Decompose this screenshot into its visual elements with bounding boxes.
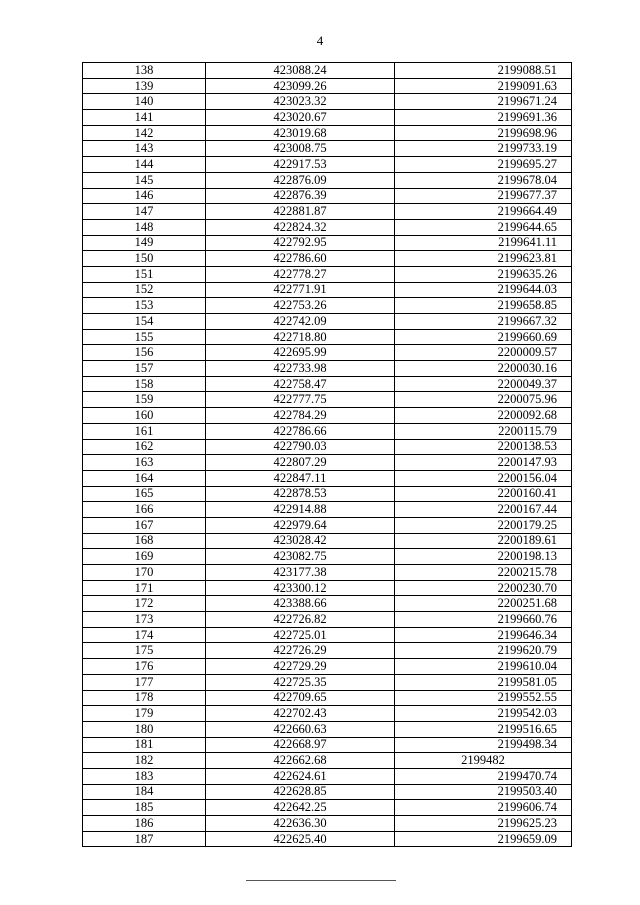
point-number-cell: 157 — [83, 361, 206, 377]
table-row — [83, 706, 572, 722]
table-row — [83, 157, 572, 173]
point-number-cell: 149 — [83, 235, 206, 251]
x-coordinate-cell: 423082.75 — [206, 549, 395, 565]
point-number-cell: 153 — [83, 298, 206, 314]
point-number-cell: 186 — [83, 816, 206, 832]
x-coordinate-cell: 423388.66 — [206, 596, 395, 612]
x-coordinate-cell: 422642.25 — [206, 800, 395, 816]
table-row — [83, 737, 572, 753]
x-coordinate-cell: 422786.60 — [206, 251, 395, 267]
y-coordinate-cell: 2200115.79 — [395, 423, 572, 439]
point-number-cell: 161 — [83, 423, 206, 439]
y-coordinate-cell: 2199667.32 — [395, 314, 572, 330]
point-number-cell: 185 — [83, 800, 206, 816]
x-coordinate-cell: 422777.75 — [206, 392, 395, 408]
point-number-cell: 144 — [83, 157, 206, 173]
y-coordinate-cell: 2200147.93 — [395, 455, 572, 471]
y-coordinate-cell: 2199677.37 — [395, 188, 572, 204]
table-row — [83, 345, 572, 361]
point-number-cell: 184 — [83, 784, 206, 800]
table-row — [83, 361, 572, 377]
point-number-cell: 178 — [83, 690, 206, 706]
table-row — [83, 235, 572, 251]
y-coordinate-cell: 2199482 — [395, 753, 572, 769]
x-coordinate-cell: 422725.01 — [206, 627, 395, 643]
point-number-cell: 146 — [83, 188, 206, 204]
table-row — [83, 298, 572, 314]
y-coordinate-cell: 2200009.57 — [395, 345, 572, 361]
point-number-cell: 150 — [83, 251, 206, 267]
y-coordinate-cell: 2199733.19 — [395, 141, 572, 157]
point-number-cell: 180 — [83, 721, 206, 737]
x-coordinate-cell: 422636.30 — [206, 816, 395, 832]
point-number-cell: 141 — [83, 110, 206, 126]
y-coordinate-cell: 2199658.85 — [395, 298, 572, 314]
y-coordinate-cell: 2200230.70 — [395, 580, 572, 596]
y-coordinate-cell: 2199660.69 — [395, 329, 572, 345]
x-coordinate-cell: 422662.68 — [206, 753, 395, 769]
point-number-cell: 176 — [83, 659, 206, 675]
table-row — [83, 612, 572, 628]
table-row — [83, 63, 572, 79]
x-coordinate-cell: 422624.61 — [206, 768, 395, 784]
point-number-cell: 156 — [83, 345, 206, 361]
point-number-cell: 177 — [83, 674, 206, 690]
x-coordinate-cell: 422758.47 — [206, 376, 395, 392]
x-coordinate-cell: 422771.91 — [206, 282, 395, 298]
x-coordinate-cell: 422668.97 — [206, 737, 395, 753]
point-number-cell: 173 — [83, 612, 206, 628]
table-row — [83, 94, 572, 110]
table-row — [83, 78, 572, 94]
point-number-cell: 143 — [83, 141, 206, 157]
y-coordinate-cell: 2200075.96 — [395, 392, 572, 408]
table-row — [83, 219, 572, 235]
table-row — [83, 627, 572, 643]
x-coordinate-cell: 422695.99 — [206, 345, 395, 361]
y-coordinate-cell: 2199091.63 — [395, 78, 572, 94]
x-coordinate-cell: 422753.26 — [206, 298, 395, 314]
x-coordinate-cell: 423008.75 — [206, 141, 395, 157]
x-coordinate-cell: 422790.03 — [206, 439, 395, 455]
table-row — [83, 110, 572, 126]
point-number-cell: 147 — [83, 204, 206, 220]
y-coordinate-cell: 2200049.37 — [395, 376, 572, 392]
y-coordinate-cell: 2200198.13 — [395, 549, 572, 565]
table-row — [83, 690, 572, 706]
table-row — [83, 376, 572, 392]
y-coordinate-cell: 2199695.27 — [395, 157, 572, 173]
y-coordinate-cell: 2199581.05 — [395, 674, 572, 690]
y-coordinate-cell: 2199664.49 — [395, 204, 572, 220]
x-coordinate-cell: 422847.11 — [206, 470, 395, 486]
table-row — [83, 392, 572, 408]
table-row — [83, 423, 572, 439]
point-number-cell: 182 — [83, 753, 206, 769]
y-coordinate-cell: 2200030.16 — [395, 361, 572, 377]
y-coordinate-cell: 2199610.04 — [395, 659, 572, 675]
point-number-cell: 168 — [83, 533, 206, 549]
point-number-cell: 162 — [83, 439, 206, 455]
table-row — [83, 141, 572, 157]
table-row — [83, 502, 572, 518]
y-coordinate-cell: 2200156.04 — [395, 470, 572, 486]
table-row — [83, 486, 572, 502]
point-number-cell: 164 — [83, 470, 206, 486]
y-coordinate-cell: 2199516.65 — [395, 721, 572, 737]
y-coordinate-cell: 2200167.44 — [395, 502, 572, 518]
table-row — [83, 565, 572, 581]
x-coordinate-cell: 422917.53 — [206, 157, 395, 173]
x-coordinate-cell: 422726.82 — [206, 612, 395, 628]
x-coordinate-cell: 422792.95 — [206, 235, 395, 251]
table-row — [83, 314, 572, 330]
y-coordinate-cell: 2199641.11 — [395, 235, 572, 251]
point-number-cell: 183 — [83, 768, 206, 784]
table-row — [83, 753, 572, 769]
x-coordinate-cell: 422709.65 — [206, 690, 395, 706]
table-row — [83, 643, 572, 659]
table-row — [83, 721, 572, 737]
table-row — [83, 329, 572, 345]
y-coordinate-cell: 2199635.26 — [395, 266, 572, 282]
point-number-cell: 139 — [83, 78, 206, 94]
x-coordinate-cell: 422824.32 — [206, 219, 395, 235]
table-row — [83, 768, 572, 784]
table-row — [83, 800, 572, 816]
table-row — [83, 674, 572, 690]
x-coordinate-cell: 422625.40 — [206, 831, 395, 847]
y-coordinate-cell: 2199606.74 — [395, 800, 572, 816]
point-number-cell: 170 — [83, 565, 206, 581]
x-coordinate-cell: 422807.29 — [206, 455, 395, 471]
point-number-cell: 169 — [83, 549, 206, 565]
point-number-cell: 155 — [83, 329, 206, 345]
y-coordinate-cell: 2199644.03 — [395, 282, 572, 298]
y-coordinate-cell: 2199646.34 — [395, 627, 572, 643]
y-coordinate-cell: 2200138.53 — [395, 439, 572, 455]
point-number-cell: 158 — [83, 376, 206, 392]
x-coordinate-cell: 423099.26 — [206, 78, 395, 94]
x-coordinate-cell: 422914.88 — [206, 502, 395, 518]
table-row — [83, 831, 572, 847]
table-row — [83, 549, 572, 565]
y-coordinate-cell: 2200092.68 — [395, 408, 572, 424]
table-row — [83, 533, 572, 549]
x-coordinate-cell: 423300.12 — [206, 580, 395, 596]
point-number-cell: 151 — [83, 266, 206, 282]
y-coordinate-cell: 2200160.41 — [395, 486, 572, 502]
y-coordinate-cell: 2199498.34 — [395, 737, 572, 753]
x-coordinate-cell: 423020.67 — [206, 110, 395, 126]
table-row — [83, 816, 572, 832]
table-row — [83, 455, 572, 471]
x-coordinate-cell: 422628.85 — [206, 784, 395, 800]
y-coordinate-cell: 2199503.40 — [395, 784, 572, 800]
point-number-cell: 165 — [83, 486, 206, 502]
point-number-cell: 142 — [83, 125, 206, 141]
y-coordinate-cell: 2199625.23 — [395, 816, 572, 832]
x-coordinate-cell: 422729.29 — [206, 659, 395, 675]
y-coordinate-cell: 2200251.68 — [395, 596, 572, 612]
y-coordinate-cell: 2199623.81 — [395, 251, 572, 267]
point-number-cell: 172 — [83, 596, 206, 612]
x-coordinate-cell: 422702.43 — [206, 706, 395, 722]
table-row — [83, 659, 572, 675]
y-coordinate-cell: 2200215.78 — [395, 565, 572, 581]
point-number-cell: 148 — [83, 219, 206, 235]
footer-rule — [246, 880, 396, 881]
x-coordinate-cell: 423028.42 — [206, 533, 395, 549]
point-number-cell: 159 — [83, 392, 206, 408]
point-number-cell: 152 — [83, 282, 206, 298]
x-coordinate-cell: 422660.63 — [206, 721, 395, 737]
table-row — [83, 204, 572, 220]
point-number-cell: 187 — [83, 831, 206, 847]
x-coordinate-cell: 422784.29 — [206, 408, 395, 424]
x-coordinate-cell: 422881.87 — [206, 204, 395, 220]
y-coordinate-cell: 2199659.09 — [395, 831, 572, 847]
y-coordinate-cell: 2199620.79 — [395, 643, 572, 659]
x-coordinate-cell: 423019.68 — [206, 125, 395, 141]
point-number-cell: 179 — [83, 706, 206, 722]
table-row — [83, 125, 572, 141]
x-coordinate-cell: 422876.09 — [206, 172, 395, 188]
point-number-cell: 140 — [83, 94, 206, 110]
table-row — [83, 470, 572, 486]
table-row — [83, 517, 572, 533]
point-number-cell: 145 — [83, 172, 206, 188]
y-coordinate-cell: 2199660.76 — [395, 612, 572, 628]
y-coordinate-cell: 2199691.36 — [395, 110, 572, 126]
coordinates-table — [82, 62, 572, 847]
table-row — [83, 172, 572, 188]
x-coordinate-cell: 422718.80 — [206, 329, 395, 345]
y-coordinate-cell: 2199698.96 — [395, 125, 572, 141]
table-row — [83, 282, 572, 298]
y-coordinate-cell: 2199644.65 — [395, 219, 572, 235]
point-number-cell: 171 — [83, 580, 206, 596]
table-row — [83, 266, 572, 282]
table-row — [83, 784, 572, 800]
table-row — [83, 408, 572, 424]
point-number-cell: 166 — [83, 502, 206, 518]
point-number-cell: 138 — [83, 63, 206, 79]
table-row — [83, 596, 572, 612]
y-coordinate-cell: 2199678.04 — [395, 172, 572, 188]
x-coordinate-cell: 422786.66 — [206, 423, 395, 439]
x-coordinate-cell: 423023.32 — [206, 94, 395, 110]
point-number-cell: 175 — [83, 643, 206, 659]
y-coordinate-cell: 2200179.25 — [395, 517, 572, 533]
x-coordinate-cell: 422878.53 — [206, 486, 395, 502]
page-number: 4 — [316, 33, 324, 48]
y-coordinate-cell: 2200189.61 — [395, 533, 572, 549]
x-coordinate-cell: 422733.98 — [206, 361, 395, 377]
y-coordinate-cell: 2199470.74 — [395, 768, 572, 784]
y-coordinate-cell: 2199542.03 — [395, 706, 572, 722]
point-number-cell: 167 — [83, 517, 206, 533]
table-row — [83, 580, 572, 596]
table-row — [83, 251, 572, 267]
x-coordinate-cell: 422778.27 — [206, 266, 395, 282]
point-number-cell: 174 — [83, 627, 206, 643]
x-coordinate-cell: 423177.38 — [206, 565, 395, 581]
point-number-cell: 154 — [83, 314, 206, 330]
x-coordinate-cell: 422742.09 — [206, 314, 395, 330]
point-number-cell: 163 — [83, 455, 206, 471]
y-coordinate-cell: 2199671.24 — [395, 94, 572, 110]
point-number-cell: 160 — [83, 408, 206, 424]
x-coordinate-cell: 422726.29 — [206, 643, 395, 659]
table-row — [83, 439, 572, 455]
x-coordinate-cell: 423088.24 — [206, 63, 395, 79]
point-number-cell: 181 — [83, 737, 206, 753]
y-coordinate-cell: 2199552.55 — [395, 690, 572, 706]
x-coordinate-cell: 422725.35 — [206, 674, 395, 690]
table-row — [83, 188, 572, 204]
coordinates-table-body — [83, 63, 572, 847]
x-coordinate-cell: 422876.39 — [206, 188, 395, 204]
y-coordinate-cell: 2199088.51 — [395, 63, 572, 79]
x-coordinate-cell: 422979.64 — [206, 517, 395, 533]
